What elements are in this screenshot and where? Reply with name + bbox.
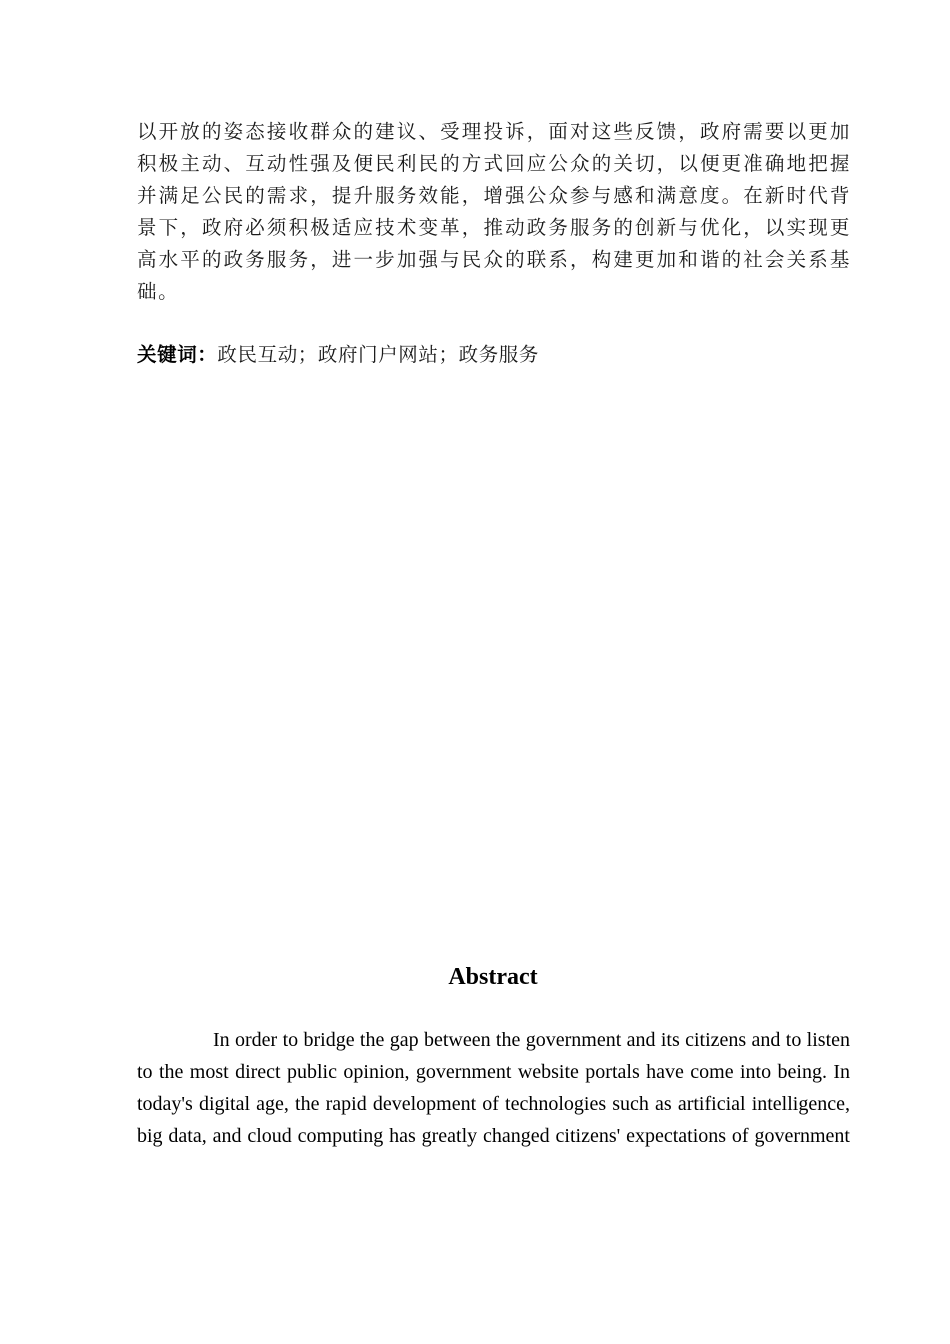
chinese-keywords-line [137,339,851,371]
keywords-label: 关键词： [137,343,218,366]
keywords-text: 政民互动；政府门户网站；政务服务 [217,343,540,366]
english-abstract-paragraph: In order to bridge the gap between the government and its citizens and to listen to the most direct public opinion, government website portals have come into being. In today's digital age, the rapid development of technologies such as artificial intelligence, big data, and cloud computing has greatly changed citizens' expectations of government [137,1029,850,1147]
chinese-abstract-paragraph: 以开放的姿态接收群众的建议、受理投诉，面对这些反馈，政府需要以更加积极主动、互动性强及便民利民的方式回应公众的关切，以便更准确地把握并满足公民的需求，提升服务效能，增强公众参与感和满意度。在新时代背景下，政府必须积极适应技术变革，推动政务服务的创新与优化，以实现更高水平的政务服务，进一步加强与民众的联系，构建更加和谐的社会关系基础。 [137,120,851,303]
abstract-heading: Abstract [448,964,538,990]
